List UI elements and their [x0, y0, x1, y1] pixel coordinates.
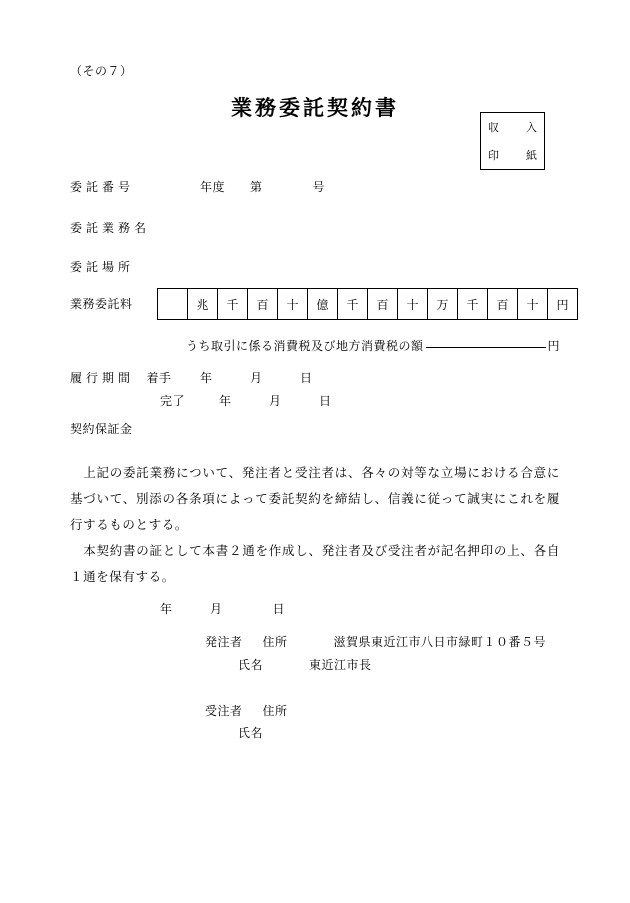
stamp-box-row-1: [481, 113, 544, 141]
amount-cell-6: 千: [338, 289, 368, 320]
service-location-label: 委 託 場 所: [70, 260, 131, 274]
body-paragraph-2: 本契約書の証として本書２通を作成し、発注者及び受注者が記名押印の上、各自１通を保有する。: [70, 544, 560, 584]
consumption-tax-blank-rule: [426, 347, 546, 348]
consumption-tax-unit: 円: [547, 339, 561, 353]
signature-date-line: 年 月 日: [160, 602, 286, 616]
amount-digit-grid: [157, 288, 578, 320]
amount-cell-4: 十: [278, 289, 308, 320]
service-fee-label: 業務委託料: [70, 297, 133, 311]
consumption-tax-label: うち取引に係る消費税及び地方消費税の額: [186, 339, 424, 353]
period-end-label: 完了: [160, 394, 186, 408]
amount-cell-5: 億: [308, 289, 338, 320]
amount-cell-1: 兆: [188, 289, 218, 320]
amount-cell-9: 万: [428, 289, 458, 320]
stamp-box-row-2: [481, 141, 544, 169]
amount-cell-3: 百: [248, 289, 278, 320]
amount-cell-0: [158, 289, 188, 320]
contractor-label: 受注者: [205, 704, 243, 718]
contract-number-value: 年度 第 号: [200, 180, 326, 194]
contractor-name-row: [238, 724, 263, 741]
client-address-row: [205, 633, 546, 650]
contractor-name-label: 氏名: [238, 726, 264, 740]
amount-cell-8: 十: [398, 289, 428, 320]
document-number: （その７）: [70, 64, 133, 78]
client-label: 発注者: [205, 635, 243, 649]
period-end-value: 年 月 日: [219, 394, 332, 408]
amount-cell-2: 千: [218, 289, 248, 320]
stamp-box-char-shi: 紙: [526, 150, 537, 162]
body-paragraph-1: 上記の委託業務について、発注者と受注者は、各々の対等な立場における合意に基づいて、別添の各条項によって委託契約を締結し、信義に従って誠実にこれを履行するものとする。: [70, 466, 560, 532]
contract-deposit-label: 契約保証金: [70, 422, 133, 436]
contractor-address-label: 住所: [262, 704, 288, 718]
amount-grid-row: [158, 289, 578, 320]
stamp-box-char-in: 印: [488, 150, 499, 162]
consumption-tax-line: [186, 337, 560, 354]
amount-cell-13: 円: [548, 289, 578, 320]
period-end-row: [160, 392, 332, 409]
client-name-value: 東近江市長: [309, 658, 372, 672]
amount-cell-10: 千: [458, 289, 488, 320]
amount-cell-7: 百: [368, 289, 398, 320]
page-title: 業務委託契約書: [231, 96, 399, 120]
amount-cell-12: 十: [518, 289, 548, 320]
period-start-value: 年 月 日: [200, 371, 313, 385]
stamp-box-char-nyu: 入: [526, 122, 537, 134]
client-name-label: 氏名: [238, 658, 264, 672]
service-name-label: 委 託 業 務 名: [70, 221, 147, 235]
stamp-box-char-shu: 収: [488, 122, 499, 134]
period-start-label: 履 行 期 間 着手: [70, 371, 172, 385]
client-address-label: 住所: [262, 635, 288, 649]
amount-cell-11: 百: [488, 289, 518, 320]
client-address-value: 滋賀県東近江市八日市緑町１０番５号: [333, 635, 547, 649]
contractor-address-row: [205, 702, 288, 719]
revenue-stamp-box: [480, 112, 545, 170]
client-name-row: [238, 656, 372, 673]
contract-number-label: 委 託 番 号: [70, 180, 131, 194]
